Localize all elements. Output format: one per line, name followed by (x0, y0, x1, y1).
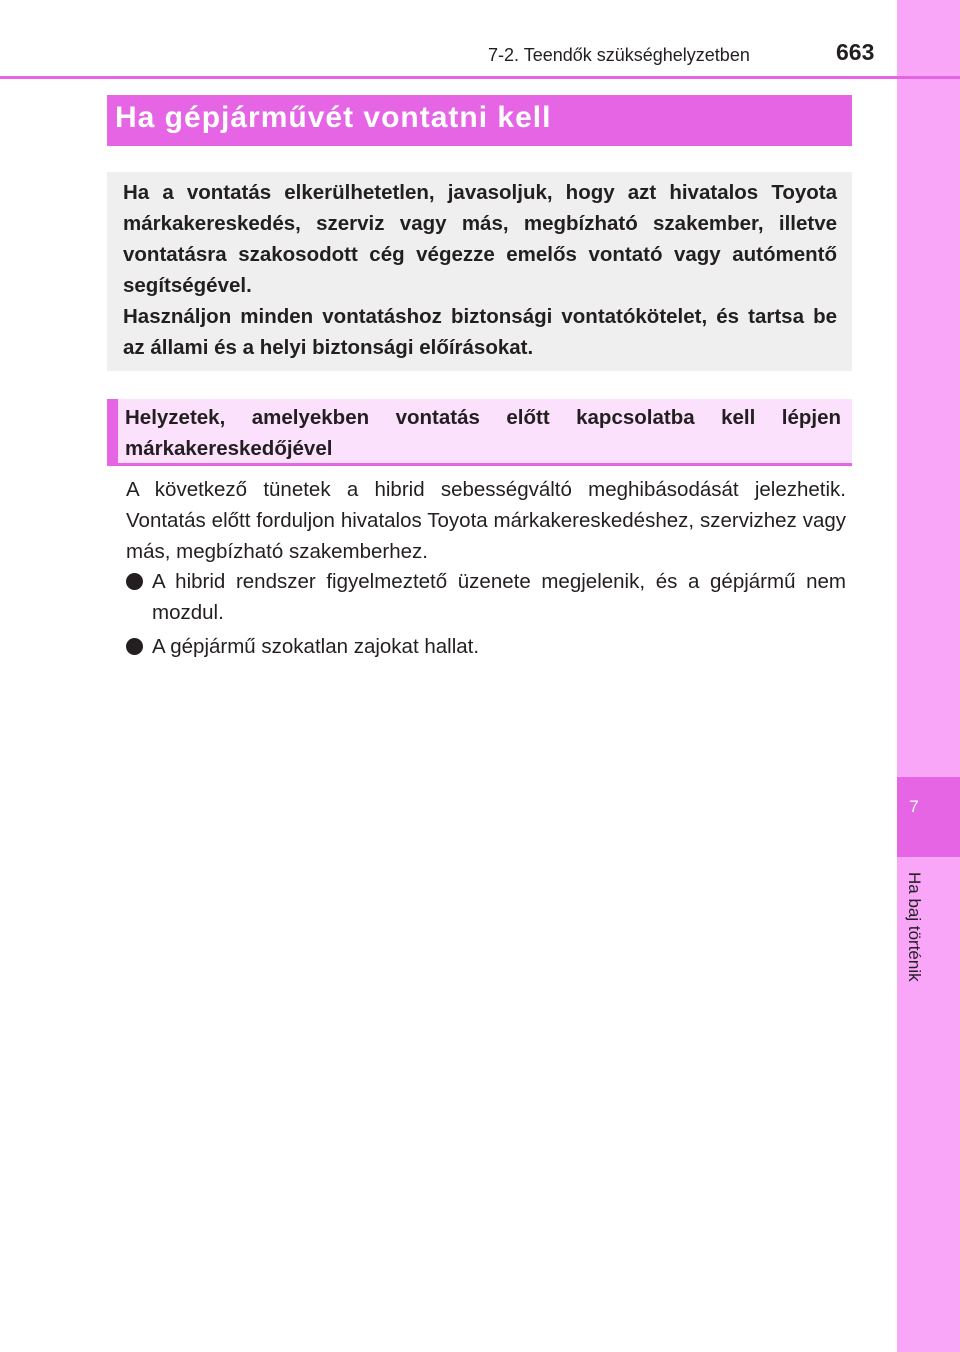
intro-paragraph-1: Ha a vontatás elkerülhetetlen, javasoljuk, hogy azt hivatalos Toyota márkakereskedés, szerviz vagy más, megbízható szakember, illetve vontatásra szakosodott cég végezze emelős vontató vagy autómentő segítségével. (123, 181, 837, 297)
list-item-text: A hibrid rendszer figyelmeztető üzenete megjelenik, és a gépjármű nem mozdul. (152, 570, 846, 624)
list-item (126, 631, 846, 662)
symptom-list (126, 566, 846, 665)
header-divider (0, 76, 960, 79)
list-item (126, 566, 846, 628)
bullet-icon (126, 638, 143, 655)
intro-paragraph-2: Használjon minden vontatáshoz biztonsági vontatókötelet, és tartsa be az állami és a helyi biztonsági előírásokat. (123, 305, 837, 359)
section-header: 7-2. Teendők szükséghelyzetben (488, 45, 750, 65)
bullet-icon (126, 573, 143, 590)
intro-box (107, 172, 852, 371)
body-paragraph: A következő tünetek a hibrid sebességváltó meghibásodását jelezhetik. Vontatás előtt forduljon hivatalos Toyota márkakereskedéshez, szervizhez vagy más, megbízható szakemberhez. (126, 478, 846, 563)
chapter-number-box (897, 777, 960, 857)
list-item-text: A gépjármű szokatlan zajokat hallat. (152, 635, 480, 658)
subheading-text: Helyzetek, amelyekben vontatás előtt kapcsolatba kell lépjen márkakereskedőjével (125, 406, 841, 460)
subheading-box (107, 399, 852, 466)
page-title: Ha gépjárművét vontatni kell (115, 101, 552, 134)
chapter-number: 7 (909, 797, 919, 816)
chapter-label: Ha baj történik (905, 872, 924, 982)
page-number: 663 (836, 39, 875, 65)
chapter-side-tab (897, 0, 960, 1352)
